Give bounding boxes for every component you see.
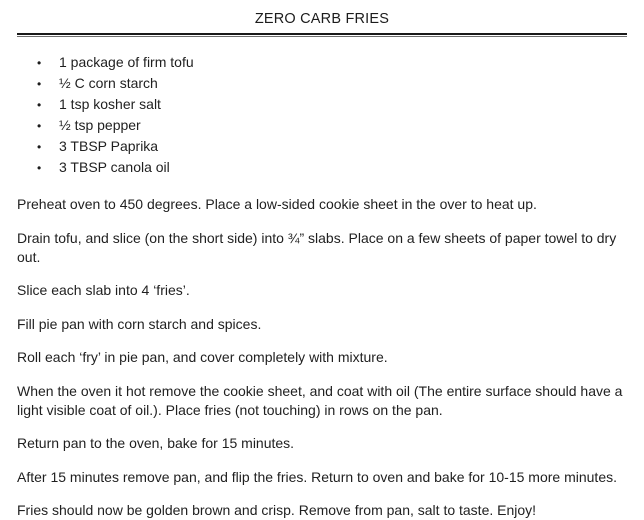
instruction-paragraph: Drain tofu, and slice (on the short side) into ¾” slabs. Place on a few sheets of paper towel to dry out. [17,229,617,265]
ingredients-list [17,52,627,178]
bullet-icon: • [37,77,42,91]
ingredient-text: 3 TBSP Paprika [59,138,159,154]
bullet-icon: • [37,119,42,133]
list-item [17,115,627,136]
list-item [17,136,627,157]
instruction-paragraph: Slice each slab into 4 ‘fries’. [17,282,190,298]
ingredient-text: 3 TBSP canola oil [59,159,170,175]
instruction-paragraph: Preheat oven to 450 degrees. Place a low-sided cookie sheet in the over to heat up. [17,196,537,212]
instruction-paragraph: Fill pie pan with corn starch and spices. [17,315,262,332]
bullet-icon: • [37,161,42,175]
instruction-paragraph: Fries should now be golden brown and crisp. Remove from pan, salt to taste. Enjoy! [17,502,537,518]
instruction-paragraph: Return pan to the oven, bake for 15 minutes. [17,435,295,451]
list-item [17,52,627,73]
bullet-icon: • [37,56,42,70]
list-item [17,73,627,94]
ingredient-text: ½ C corn starch [59,75,158,91]
list-item [17,157,627,178]
ingredient-text: 1 package of firm tofu [59,54,194,70]
instruction-paragraph: When the oven it hot remove the cookie sheet, and coat with oil (The entire surface should have a light visible coat of oil.). Place fries (not touching) in rows on the pan. [17,382,623,418]
bullet-icon: • [37,140,42,154]
bullet-icon: • [37,98,42,112]
page-title: ZERO CARB FRIES [254,11,390,27]
list-item [17,94,627,115]
ingredient-text: ½ tsp pepper [59,117,141,133]
instruction-paragraph: After 15 minutes remove pan, and flip the fries. Return to oven and bake for 10-15 more minutes. [17,468,617,485]
instruction-paragraph: Roll each ‘fry’ in pie pan, and cover completely with mixture. [17,349,388,365]
ingredient-text: 1 tsp kosher salt [59,96,161,112]
title-divider [17,33,627,37]
instructions-section [17,195,627,520]
